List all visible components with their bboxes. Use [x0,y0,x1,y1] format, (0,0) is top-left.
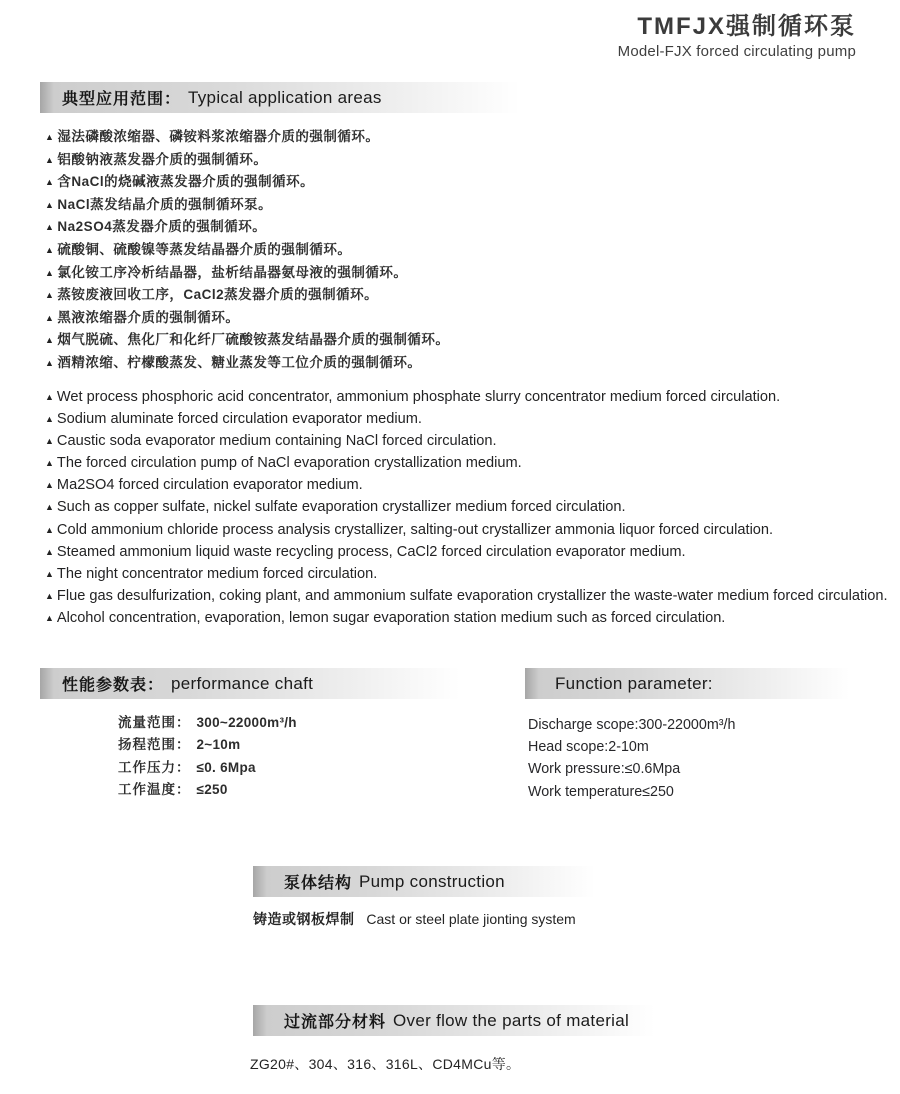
list-item-text: Cold ammonium chloride process analysis crystallizer, salting-out crystallizer ammonia liquor forced circulation. [56,521,774,538]
application-item-cn [45,216,449,239]
application-item-cn [45,307,449,330]
param-row-cn [118,779,297,801]
section-heading-en: Function parameter: [555,673,713,693]
param-label: 工作压力： [118,759,191,775]
application-item-en [45,386,888,408]
param-value: ≤250 [196,781,228,797]
list-item-text: Caustic soda evaporator medium containing NaCl forced circulation. [56,433,497,450]
triangle-bullet-icon: ▲ [45,312,55,323]
list-item-text: Discharge scope:300-22000m³/h [528,717,736,733]
section-heading-cn: 泵体结构 [284,875,353,892]
application-item-en [45,496,888,518]
list-item-text: The forced circulation pump of NaCl evaporation crystallization medium. [56,455,522,472]
triangle-bullet-icon: ▲ [45,568,54,579]
triangle-bullet-icon: ▲ [45,357,55,368]
section-header-function-parameter [525,668,850,699]
triangle-bullet-icon: ▲ [45,154,55,165]
param-row-en [528,714,735,736]
triangle-bullet-icon: ▲ [45,335,55,346]
application-item-en [45,585,888,607]
list-item-text: Work pressure:≤0.6Mpa [528,761,681,778]
section-heading-en: Over flow the parts of material [393,1010,630,1030]
param-label: 工作温度： [118,781,191,797]
pump-construction-text-en: Cast or steel plate jionting system [366,911,576,927]
application-item-cn [45,262,449,285]
list-item-text: Sodium aluminate forced circulation evaporator medium. [56,411,422,428]
page-subtitle: Model-FJX forced circulating pump [617,43,856,60]
section-heading-en: Pump construction [359,871,505,891]
param-row-en [528,758,735,780]
list-item-text: 硫酸铜、硫酸镍等蒸发结晶器介质的强制循环。 [57,241,352,257]
param-row-en [528,736,735,758]
list-item-text: Na2SO4蒸发器介质的强制循环。 [57,219,267,235]
list-item-text: Alcohol concentration, evaporation, lemon sugar evaporation station medium such as forced circulation. [56,609,726,626]
triangle-bullet-icon: ▲ [45,546,54,557]
application-item-cn [45,194,449,217]
section-heading-cn: 性能参数表： [62,677,165,694]
param-label: 扬程范围： [118,737,191,753]
application-list-en [45,386,888,629]
list-item-text: 铝酸钠液蒸发器介质的强制循环。 [57,151,268,167]
list-item-text: 含NaCl的烧碱液蒸发器介质的强制循环。 [57,174,315,190]
application-item-en [45,430,888,452]
application-item-cn [45,171,449,194]
triangle-bullet-icon: ▲ [45,458,54,469]
list-item-text: 烟气脱硫、焦化厂和化纤厂硫酸铵蒸发结晶器介质的强制循环。 [57,332,450,348]
application-item-en [45,607,888,629]
application-item-en [45,474,888,496]
triangle-bullet-icon: ▲ [45,480,54,491]
performance-params-cn [118,712,297,801]
triangle-bullet-icon: ▲ [45,612,54,623]
application-item-en [45,541,888,563]
application-item-en [45,408,888,430]
application-item-en [45,563,888,585]
list-item-text: 酒精浓缩、柠檬酸蒸发、糖业蒸发等工位介质的强制循环。 [57,354,422,370]
section-heading-en: Typical application areas [188,87,382,107]
section-heading-cn: 典型应用范围： [62,91,182,108]
triangle-bullet-icon: ▲ [45,244,55,255]
triangle-bullet-icon: ▲ [45,222,55,233]
list-item-text: Wet process phosphoric acid concentrator, ammonium phosphate slurry concentrator medium forced circulation. [56,389,781,405]
triangle-bullet-icon: ▲ [45,524,54,535]
triangle-bullet-icon: ▲ [45,267,55,278]
pump-construction-body [253,909,576,929]
section-header-performance [40,668,460,699]
section-heading-cn: 过流部分材料 [284,1014,387,1031]
application-list-cn [45,126,449,375]
list-item-text: 氯化铵工序冷析结晶器，盐析结晶器氨母液的强制循环。 [57,264,408,280]
param-value: 300~22000m³/h [196,715,297,730]
application-item-cn [45,126,449,149]
page-title: TMFJX强制循环泵 [637,13,856,40]
triangle-bullet-icon: ▲ [45,414,54,425]
param-label: 流量范围： [118,715,191,730]
list-item-text: Ma2SO4 forced circulation evaporator medium. [56,477,363,494]
param-row-cn [118,757,297,779]
triangle-bullet-icon: ▲ [45,177,55,188]
param-row-cn [118,734,297,756]
application-item-en [45,452,888,474]
param-value: 2~10m [196,737,241,753]
param-row-en [528,781,735,803]
triangle-bullet-icon: ▲ [45,132,55,142]
title-block [618,6,856,60]
list-item-text: Work temperature≤250 [528,783,674,800]
application-item-cn [45,239,449,262]
list-item-text: Such as copper sulfate, nickel sulfate evaporation crystallizer medium forced circulation. [56,499,626,516]
triangle-bullet-icon: ▲ [45,392,54,402]
triangle-bullet-icon: ▲ [45,436,54,447]
pump-construction-text-cn: 铸造或钢板焊制 [253,911,355,927]
application-item-cn [45,352,449,375]
triangle-bullet-icon: ▲ [45,590,54,601]
triangle-bullet-icon: ▲ [45,290,55,301]
application-item-cn [45,284,449,307]
application-item-cn [45,329,449,352]
list-item-text: Flue gas desulfurization, coking plant, and ammonium sulfate evaporation crystallizer the waste-water medium forced circulation. [56,587,888,604]
list-item-text: Head scope:2-10m [528,739,649,756]
section-header-applications [40,82,520,113]
list-item-text: 蒸铵废液回收工序，CaCl2蒸发器介质的强制循环。 [57,287,379,303]
list-item-text: NaCl蒸发结晶介质的强制循环泵。 [57,196,273,212]
list-item-text: 黑液浓缩器介质的强制循环。 [57,309,240,325]
param-row-cn [118,712,297,734]
list-item-text: 湿法磷酸浓缩器、磷铵料浆浓缩器介质的强制循环。 [57,129,380,144]
list-item-text: Steamed ammonium liquid waste recycling process, CaCl2 forced circulation evaporator medium. [56,543,686,560]
materials-body: ZG20#、304、316、316L、CD4MCu等。 [250,1056,521,1072]
triangle-bullet-icon: ▲ [45,199,55,210]
performance-params-en [528,714,735,803]
triangle-bullet-icon: ▲ [45,502,54,513]
section-header-materials [253,1005,655,1036]
section-heading-en: performance chaft [171,673,314,693]
section-header-pump-construction [253,866,595,897]
param-value: ≤0. 6Mpa [196,759,256,775]
application-item-cn [45,149,449,172]
list-item-text: The night concentrator medium forced circulation. [56,565,378,582]
application-item-en [45,519,888,541]
